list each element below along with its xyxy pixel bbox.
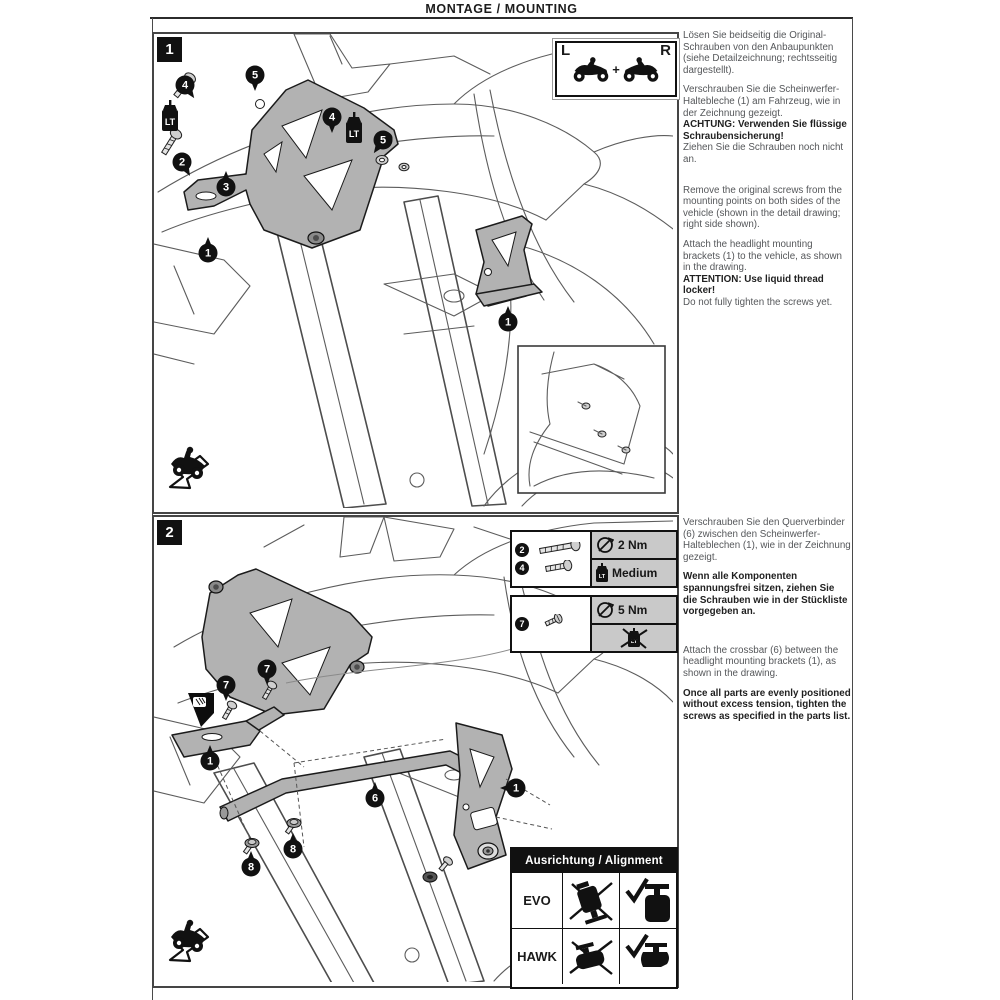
page-title: MONTAGE / MOUNTING bbox=[425, 2, 578, 16]
en-warning-bold: ATTENTION: Use liquid thread locker! bbox=[683, 273, 824, 297]
step-2-instructions bbox=[683, 517, 851, 730]
step-1-panel bbox=[152, 32, 679, 514]
step-1-drawing bbox=[154, 34, 673, 508]
left-side-label: L bbox=[561, 42, 571, 59]
torque-value: 2 Nm bbox=[618, 538, 648, 552]
headlight-bracket-left bbox=[181, 79, 398, 248]
callout-3 bbox=[217, 171, 236, 197]
torque-value: 5 Nm bbox=[618, 603, 648, 617]
step-1-instructions bbox=[683, 30, 851, 316]
no-thread-locker-icon bbox=[619, 627, 649, 649]
callout-5 bbox=[246, 66, 265, 92]
alignment-table-header: Ausrichtung / Alignment bbox=[512, 849, 676, 872]
step-2-badge: 2 bbox=[157, 520, 182, 545]
svg-text:4: 4 bbox=[328, 111, 336, 124]
svg-text:2: 2 bbox=[178, 156, 186, 169]
svg-text:LT: LT bbox=[164, 117, 176, 127]
step-1-badge: 1 bbox=[157, 37, 182, 62]
screw-icon bbox=[159, 127, 184, 157]
svg-text:7: 7 bbox=[222, 679, 230, 692]
alignment-row-hawk bbox=[512, 928, 676, 984]
item-2-badge: 2 bbox=[515, 543, 529, 557]
wrong-orientation-icon bbox=[563, 929, 619, 984]
torque-wrench-icon bbox=[596, 601, 614, 619]
short-screw-icon bbox=[532, 560, 584, 576]
item-4-badge: 4 bbox=[515, 561, 529, 575]
svg-text:1: 1 bbox=[504, 316, 512, 329]
headlight-position-pointer-icon bbox=[188, 693, 214, 727]
de-text: Ziehen Sie die Schrauben noch nicht an. bbox=[683, 142, 844, 165]
thread-locker-row bbox=[592, 558, 676, 586]
no-thread-locker-row bbox=[592, 623, 676, 651]
svg-text:1: 1 bbox=[206, 755, 214, 768]
screw-icon bbox=[220, 699, 238, 720]
thread-locker-bottle-icon bbox=[162, 100, 178, 131]
de-warning-bold: Wenn alle Komponenten spannungsfrei sitzen, ziehen Sie die Schrauben wie in der Stückliste vorgegeben an. bbox=[683, 571, 848, 618]
page-right-border bbox=[852, 18, 853, 1000]
model-label: HAWK bbox=[512, 929, 563, 984]
correct-orientation-icon bbox=[619, 929, 676, 984]
svg-text:1: 1 bbox=[512, 782, 520, 795]
de-paragraph: Lösen Sie beidseitig die Original-Schrauben von den Anbaupunkten (siehe Detailzeichnung; rechtsseitig dargestellt). bbox=[683, 30, 838, 76]
spec-values bbox=[592, 597, 676, 651]
callout-1b bbox=[499, 306, 518, 332]
en-text: Do not fully tighten the screws yet. bbox=[683, 296, 833, 308]
en-warning-bold: Once all parts are evenly positioned without excess tension, tighten the screws as specified in the parts list. bbox=[683, 687, 851, 722]
en-paragraph bbox=[683, 239, 851, 309]
svg-text:5: 5 bbox=[251, 69, 259, 82]
torque-spec-box-2 bbox=[510, 595, 678, 653]
title-rule bbox=[150, 17, 853, 19]
svg-text:LT: LT bbox=[630, 639, 638, 645]
de-text: Verschrauben Sie die Scheinwerfer-Haltebleche (1) am Fahrzeug, wie in der Zeichnung gezeigt. bbox=[683, 84, 841, 119]
en-paragraph: Attach the crossbar (6) between the headlight mounting brackets (1), as shown in the drawing. bbox=[683, 644, 839, 679]
svg-text:8: 8 bbox=[247, 861, 255, 874]
correct-orientation-icon bbox=[619, 873, 676, 928]
item-7-badge: 7 bbox=[515, 617, 529, 631]
svg-text:3: 3 bbox=[222, 181, 230, 194]
alignment-table bbox=[510, 847, 678, 989]
detail-inset bbox=[518, 346, 665, 493]
motorcycle-right-icon bbox=[621, 55, 661, 83]
small-screw-icon bbox=[532, 614, 572, 634]
thread-locker-bottle-icon bbox=[596, 563, 608, 583]
de-paragraph: Verschrauben Sie den Querverbinder (6) zwischen den Scheinwerfer-Halteblechen (1), wie in der Zeichnung gezeigt. bbox=[683, 517, 851, 563]
de-warning-bold: ACHTUNG: Verwenden Sie flüssige Schraubensicherung! bbox=[683, 119, 847, 142]
motorcycle-direction-icon bbox=[170, 920, 208, 961]
torque-spec-box-1 bbox=[510, 530, 678, 588]
torque-row bbox=[592, 532, 676, 558]
wrong-orientation-icon bbox=[563, 873, 619, 928]
plus-sign: + bbox=[612, 61, 620, 77]
torque-wrench-icon bbox=[596, 536, 614, 554]
thread-locker-value: Medium bbox=[612, 566, 658, 580]
spec-values bbox=[592, 532, 676, 586]
svg-text:8: 8 bbox=[289, 843, 297, 856]
long-screw-icon bbox=[532, 542, 584, 558]
callout-2 bbox=[173, 153, 194, 179]
step-2-panel bbox=[152, 515, 679, 988]
both-sides-box bbox=[555, 41, 677, 97]
model-label: EVO bbox=[512, 873, 563, 928]
svg-text:6: 6 bbox=[371, 792, 379, 805]
spec-items bbox=[512, 597, 592, 651]
de-paragraph bbox=[683, 84, 851, 165]
callout-1 bbox=[199, 237, 218, 263]
en-paragraph: Remove the original screws from the mounting points on both sides of the vehicle (shown in the detail drawing; right side shown). bbox=[683, 184, 842, 231]
svg-text:7: 7 bbox=[263, 663, 271, 676]
svg-text:5: 5 bbox=[379, 134, 387, 147]
right-side-label: R bbox=[660, 42, 671, 59]
callout-8 bbox=[242, 851, 261, 877]
spec-items bbox=[512, 532, 592, 586]
alignment-row-evo bbox=[512, 872, 676, 928]
en-text: Attach the headlight mounting brackets (1) to the vehicle, as shown in the drawing. bbox=[683, 238, 843, 274]
svg-text:4: 4 bbox=[181, 79, 189, 92]
torque-row bbox=[592, 597, 676, 623]
washer-icons bbox=[376, 156, 409, 171]
motorcycle-left-icon bbox=[571, 55, 611, 83]
svg-text:1: 1 bbox=[204, 247, 212, 260]
svg-text:LT: LT bbox=[348, 129, 360, 139]
motorcycle-direction-icon bbox=[170, 447, 208, 488]
svg-text:LT: LT bbox=[598, 574, 606, 580]
